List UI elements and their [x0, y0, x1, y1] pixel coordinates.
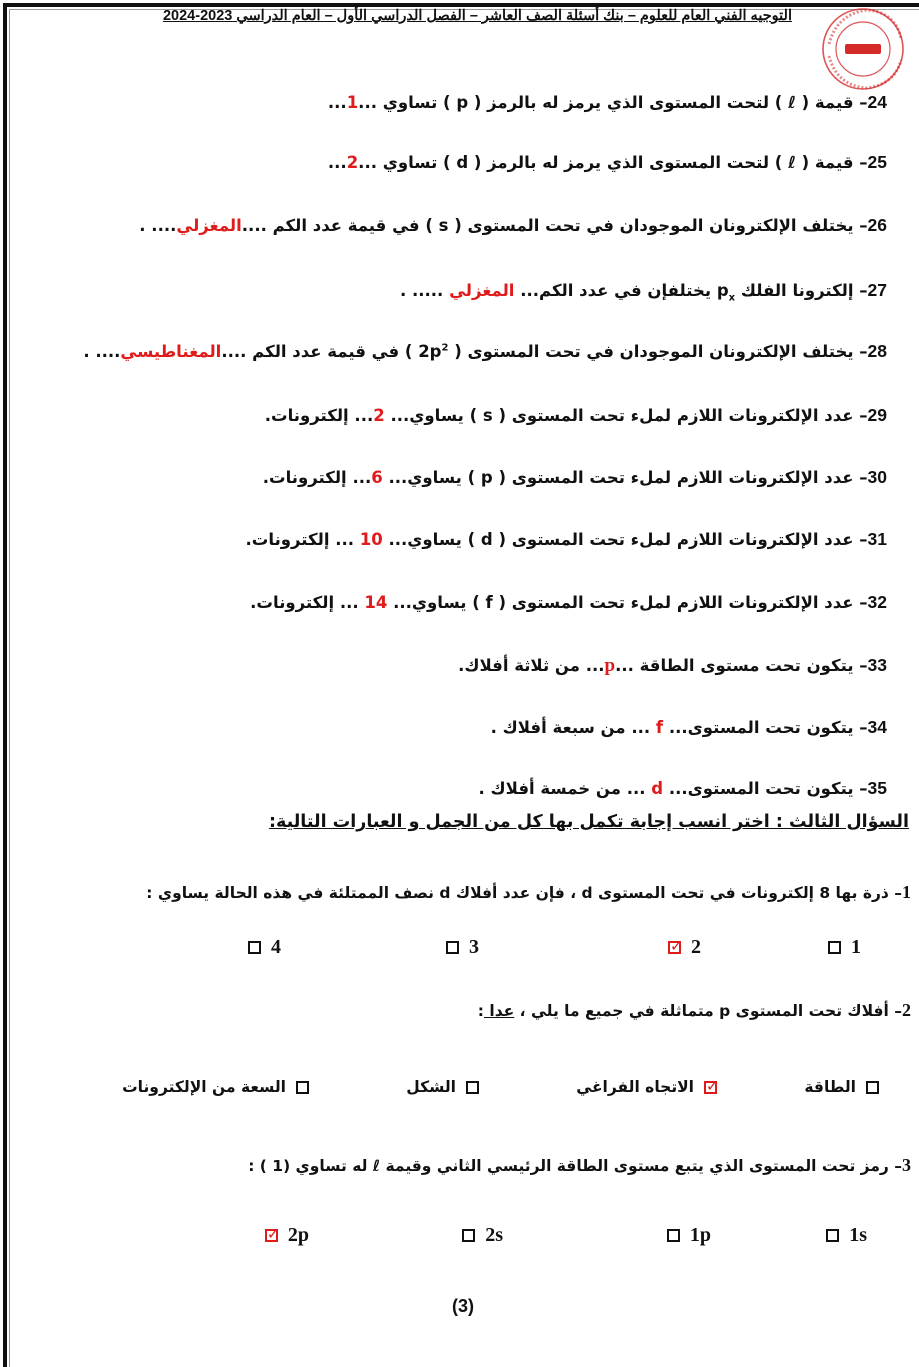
mcq1-option-2[interactable]: 2 ✓: [668, 936, 701, 959]
checkbox-checked-icon[interactable]: [704, 1081, 717, 1094]
question-30: 30– عدد الإلكترونات اللازم لملء تحت المستوى ( p ) يساوي... 6... إلكترونات.: [262, 467, 887, 487]
mcq1-option-3[interactable]: 3: [446, 936, 479, 959]
answer: p: [604, 655, 616, 676]
question-29: 29– عدد الإلكترونات اللازم لملء تحت المستوى ( s ) يساوي... 2... إلكترونات.: [264, 405, 887, 425]
question-27: 27– إلكترونا الفلك $p_x$ يختلفإن في عدد الكم... المغزلي ..... .: [399, 280, 887, 304]
answer: 2: [346, 153, 359, 172]
mcq3-option-4[interactable]: 2p ✓: [265, 1224, 309, 1247]
answer: d: [651, 779, 664, 798]
page-header-title: التوجيه الفني العام للعلوم – بنك أسئلة الصف العاشر – الفصل الدراسي الأول – العام الدراسي 2023-2024: [162, 8, 792, 24]
checkbox-icon[interactable]: [462, 1229, 475, 1242]
approval-stamp-icon: [807, 4, 913, 94]
question-24: 24– قيمة ( ℓ ) لتحت المستوى الذي يرمز له بالرمز ( p ) تساوي ...1...: [327, 92, 887, 112]
answer: المغزلي: [449, 281, 515, 300]
mcq3-option-3[interactable]: 2s: [462, 1224, 503, 1247]
mcq-question-2: 2– أفلاك تحت المستوى p متماثلة في جميع ما يلي ، عدا :: [477, 1000, 911, 1020]
question-28: 28– يختلف الإلكترونان الموجودان في تحت المستوى ( $2p^2$ ) في قيمة عدد الكم ....المغناطيسي.... .: [83, 341, 887, 361]
question-35: 35– يتكون تحت المستوى... d ... من خمسة أفلاك .: [478, 778, 887, 798]
question-26: 26– يختلف الإلكترونان الموجودان في تحت المستوى ( s ) في قيمة عدد الكم ....المغزلي.... .: [139, 215, 887, 235]
mcq-question-1: 1– ذرة بها 8 إلكترونات في تحت المستوى d ، فإن عدد أفلاك d نصف الممتلئة في هذه الحالة يساوي :: [146, 882, 911, 902]
mcq2-option-2[interactable]: ✓ الاتجاه الفراغي: [576, 1078, 717, 1096]
mcq-question-3: 3– رمز تحت المستوى الذي يتبع مستوى الطاقة الرئيسي الثاني وقيمة ℓ له تساوي (1 ) :: [248, 1155, 911, 1175]
answer: 1: [346, 93, 359, 112]
checkbox-icon[interactable]: [826, 1229, 839, 1242]
answer: 14: [364, 593, 388, 612]
checkbox-icon[interactable]: [828, 941, 841, 954]
mcq2-option-3[interactable]: الشكل: [406, 1078, 479, 1096]
checkbox-icon[interactable]: [466, 1081, 479, 1094]
question-33: 33– يتكون تحت مستوى الطاقة ...p... من ثلاثة أفلاك.: [458, 655, 887, 676]
mcq3-option-1[interactable]: 1s: [826, 1224, 867, 1247]
question-34: 34– يتكون تحت المستوى... f ... من سبعة أفلاك .: [490, 717, 887, 737]
answer: 10: [359, 530, 383, 549]
checkbox-checked-icon[interactable]: [668, 941, 681, 954]
section-3-title: السؤال الثالث : اختر انسب إجابة تكمل بها كل من الجمل و العبارات التالية:: [268, 812, 909, 832]
checkbox-icon[interactable]: [446, 941, 459, 954]
checkbox-checked-icon[interactable]: [265, 1229, 278, 1242]
mcq1-option-4[interactable]: 4: [248, 936, 281, 959]
checkbox-icon[interactable]: [866, 1081, 879, 1094]
answer: 6: [371, 468, 383, 487]
mcq2-option-4[interactable]: السعة من الإلكترونات: [122, 1078, 309, 1096]
question-32: 32– عدد الإلكترونات اللازم لملء تحت المستوى ( f ) يساوي... 14 ... إلكترونات.: [250, 592, 887, 612]
question-31: 31– عدد الإلكترونات اللازم لملء تحت المستوى ( d ) يساوي... 10 ... إلكترونات.: [245, 529, 887, 549]
answer: f: [655, 718, 664, 737]
checkbox-icon[interactable]: [248, 941, 261, 954]
checkbox-icon[interactable]: [667, 1229, 680, 1242]
mcq3-option-2[interactable]: 1p: [667, 1224, 711, 1247]
question-25: 25– قيمة ( ℓ ) لتحت المستوى الذي يرمز له بالرمز ( d ) تساوي ...2...: [327, 152, 887, 172]
answer: المغزلي: [176, 216, 242, 235]
answer: المغناطيسي: [120, 342, 222, 361]
checkbox-icon[interactable]: [296, 1081, 309, 1094]
mcq2-option-1[interactable]: الطاقة: [804, 1078, 879, 1096]
mcq1-option-1[interactable]: 1: [828, 936, 861, 959]
answer: 2: [373, 406, 385, 425]
page-number: (3): [452, 1296, 474, 1316]
